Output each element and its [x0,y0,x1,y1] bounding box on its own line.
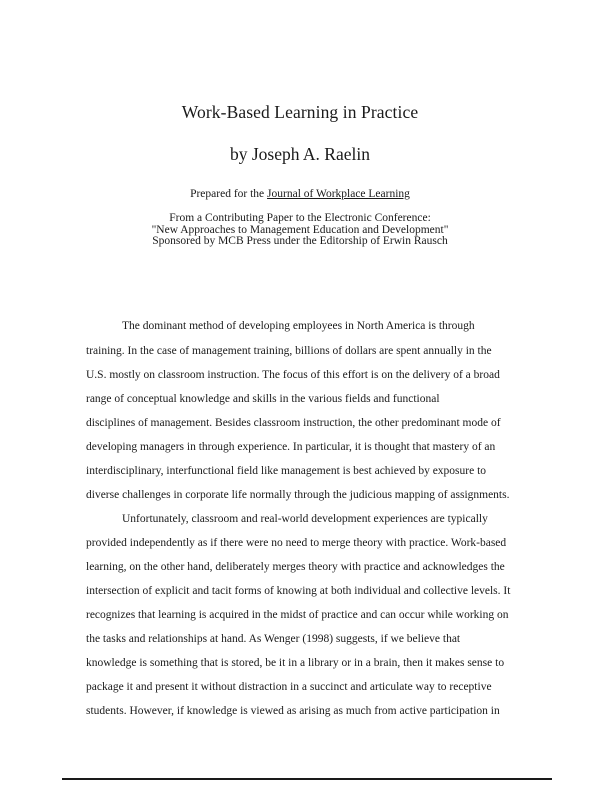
paper-title: Work-Based Learning in Practice [181,102,419,122]
body-line: disciplines of management. Besides classroom instruction, the other predominant mode of [86,417,501,429]
body-line: intersection of explicit and tacit forms of knowing at both individual and collective levels. It [86,585,511,597]
body-line: package it and present it without distraction in a succinct and articulate way to receptive [86,681,492,693]
body-line: range of conceptual knowledge and skills in the various fields and functional [86,393,440,405]
journal-name: Journal of Workplace Learning [267,188,410,200]
body-line: training. In the case of management training, billions of dollars are spent annually in the [86,345,492,357]
body-line: learning, on the other hand, deliberately merges theory with practice and acknowledges the [86,561,505,573]
body-line: interdisciplinary, interfunctional field like management is best achieved by exposure to [86,465,487,477]
body-line: recognizes that learning is acquired in the midst of practice and can occur while working on [86,609,509,621]
body-line: developing managers in through experience. In particular, it is thought that mastery of an [86,441,496,453]
prepared-for-line [0,188,600,200]
author-line: by Joseph A. Raelin [230,144,370,164]
body-line: diverse challenges in corporate life normally through the judicious mapping of assignments. [86,489,510,501]
body-line: provided independently as if there were no need to merge theory with practice. Work-based [86,537,507,549]
prepared-prefix: Prepared for the [190,188,268,200]
body-line: the tasks and relationships at hand. As Wenger (1998) suggests, if we believe that [86,633,461,645]
contributing-paper-note [0,213,600,248]
footer-rule [62,778,552,780]
contrib-line: Sponsored by MCB Press under the Editorship of Erwin Rausch [152,235,448,247]
body-line: The dominant method of developing employees in North America is through [122,320,475,332]
body-line: Unfortunately, classroom and real-world development experiences are typically [122,513,488,525]
body-line: knowledge is something that is stored, be it in a library or in a brain, then it makes sense to [86,657,505,669]
body-line: students. However, if knowledge is viewed as arising as much from active participation in [86,705,500,717]
contrib-line: "New Approaches to Management Education and Development" [151,223,449,236]
body-line: U.S. mostly on classroom instruction. The focus of this effort is on the delivery of a broad [86,369,500,381]
contrib-line: From a Contributing Paper to the Electronic Conference: [169,212,431,224]
